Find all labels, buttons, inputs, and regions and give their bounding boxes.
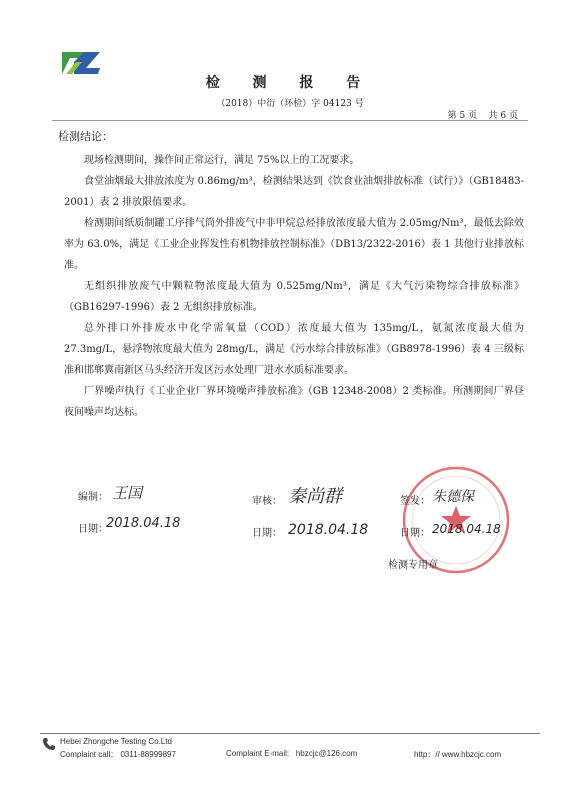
compiled-label: 编制： [78, 492, 108, 503]
paragraph-vocs: 检测期间纸质制罐工序排气筒外排废气中非甲烷总烃排放浓度最大值为 2.05mg/Nm³，最低去除效率为 63.0%，满足《工业企业挥发性有机物排放控制标准》（DB13/2322-2016）表 1 其他行业排放标准。 [64, 218, 524, 271]
header-divider [52, 120, 528, 121]
complaint-email-label: Complaint E-mail: [226, 749, 290, 758]
issue-date-label: 日期： [400, 528, 430, 539]
report-title: 检 测 报 告 [205, 75, 375, 91]
issue-signature: 朱德保 [432, 489, 474, 505]
complaint-call-label: Complaint call： [60, 750, 119, 759]
review-date: 2018.04.18 [288, 522, 369, 538]
phone-icon [42, 737, 56, 751]
conclusion-heading: 检测结论： [58, 130, 113, 143]
issue-date: 2018.04.18 [432, 522, 501, 536]
paragraph-working-condition: 现场检测期间，操作间正常运行，满足 75%以上的工况要求。 [84, 155, 360, 166]
footer-complaint-call [60, 749, 176, 760]
page-current: 第 5 页 [447, 111, 478, 121]
footer-complaint-email [226, 749, 357, 758]
footer-company: Hebei Zhongche Testing Co.Ltd [60, 737, 172, 746]
paragraph-canteen-fumes: 食堂油烟最大排放浓度为 0.86mg/m³，检测结果达到《饮食业油烟排放标准（试行）》（GB18483-2001）表 2 排放限值要求。 [64, 176, 524, 208]
page-total: 共 6 页 [488, 111, 518, 121]
paragraph-wastewater: 总外排口外排废水中化学需氧量（COD）浓度最大值为 135mg/L，氨氮浓度最大值为 27.3mg/L，悬浮物浓度最大值为 28mg/L，满足《污水综合排放标准》（GB8978-1996）表 4 三级标准和邯郸冀南新区马头经济开发区污水处理厂进水水质标准要求。 [64, 323, 524, 376]
issue-label: 签发： [400, 496, 430, 507]
footer-website: http：// www.hbzcjc.com [414, 750, 502, 759]
paragraph-noise: 厂界噪声执行《工业企业厂界环境噪声排放标准》（GB 12348-2008）2 类标准。所测期间厂界昼夜间噪声均达标。 [64, 386, 524, 418]
review-signature: 秦尚群 [288, 486, 342, 507]
review-date-label: 日期： [252, 528, 282, 539]
document-number: （2018）中衍（环检）字 04123 号 [216, 99, 364, 109]
complaint-call-number: 0311-88999897 [120, 750, 176, 759]
compiled-signature: 王国 [112, 484, 143, 502]
compiled-date: 2018.04.18 [106, 516, 181, 531]
review-label: 审核： [252, 496, 282, 507]
footer-divider [40, 733, 540, 734]
compiled-date-label: 日期： [78, 524, 108, 535]
paragraph-particulates: 无组织排放废气中颗粒物浓度最大值为 0.525mg/Nm³，满足《大气污染物综合排放标准》（GB16297-1996）表 2 无组织排放标准。 [64, 281, 524, 313]
stamp-label: 检测专用章 [388, 560, 438, 571]
complaint-email: hbzcjc@126.com [295, 749, 358, 758]
